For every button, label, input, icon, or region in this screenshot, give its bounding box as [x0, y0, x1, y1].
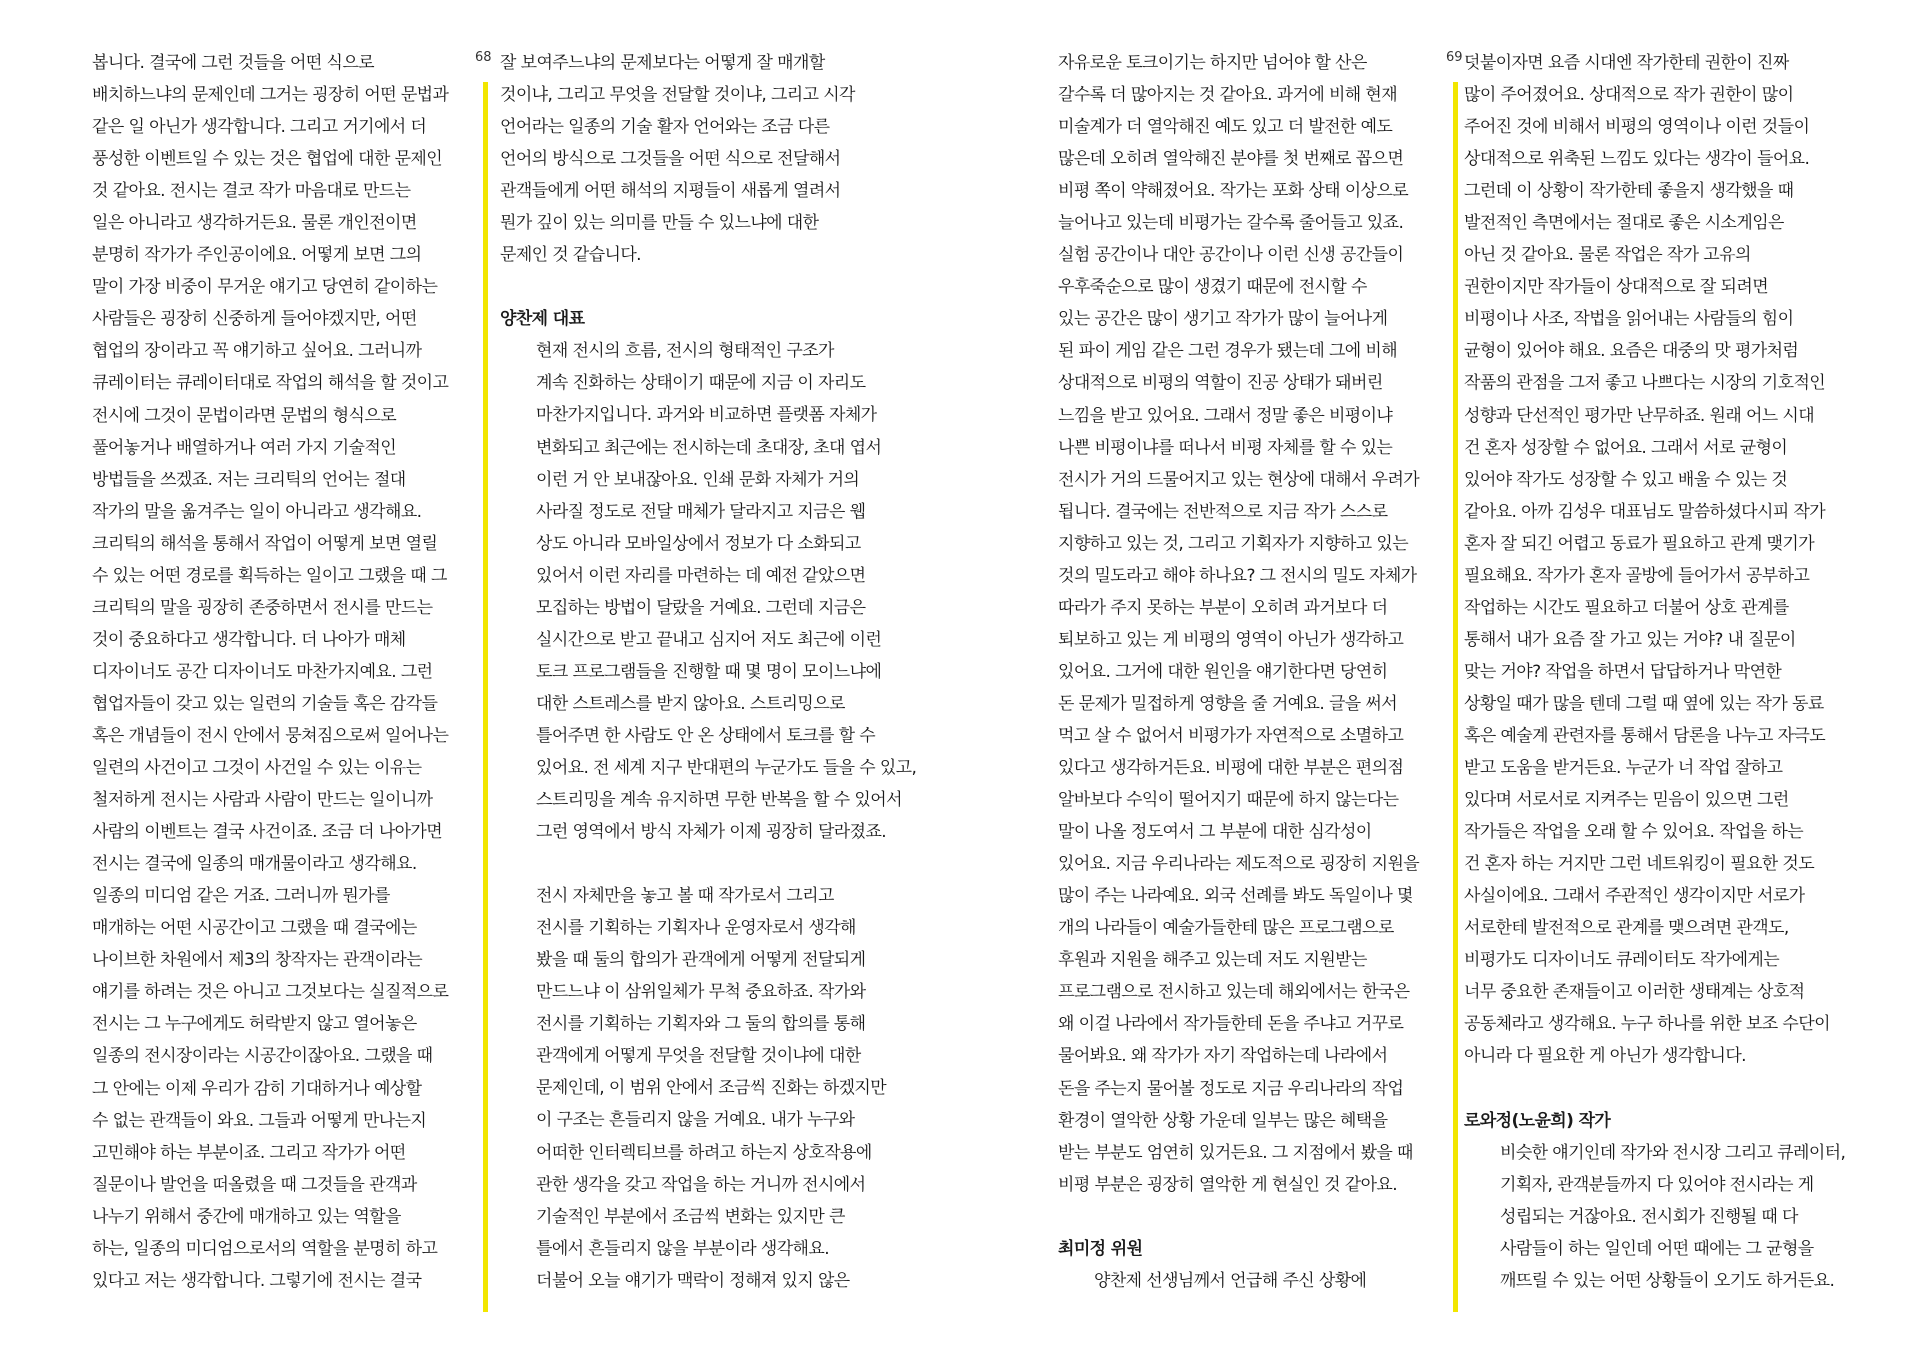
text-line: 먹고 살 수 없어서 비평가가 자연적으로 소멸하고: [1058, 725, 1404, 746]
text-line: 있는 공간은 많이 생기고 작가가 많이 늘어나게: [1058, 309, 1388, 330]
text-line: 고민해야 하는 부분이죠. 그리고 작가가 어떤: [92, 1142, 406, 1163]
text-line: 전시를 기획하는 기획자와 그 둘의 합의를 통해: [536, 1014, 866, 1035]
text-line: 관한 생각을 갖고 작업을 하는 거니까 전시에서: [536, 1174, 866, 1195]
text-line: 있다며 서로서로 지켜주는 믿음이 있으면 그런: [1464, 790, 1789, 811]
text-line: 전시가 거의 드물어지고 있는 현상에 대해서 우려가: [1058, 469, 1420, 490]
text-line: 프로그램으로 전시하고 있는데 해외에서는 한국은: [1058, 982, 1410, 1003]
text-line: 기획자, 관객분들까지 다 있어야 전시라는 게: [1500, 1174, 1814, 1195]
text-line: 기술적인 부분에서 조금씩 변화는 있지만 큰: [536, 1206, 845, 1227]
text-line: 전시는 결국에 일종의 매개물이라고 생각해요.: [92, 854, 417, 875]
text-line: 철저하게 전시는 사람과 사람이 만드는 일이니까: [92, 790, 433, 811]
text-line: 있어요. 지금 우리나라는 제도적으로 굉장히 지원을: [1058, 854, 1420, 875]
text-line: 있어야 작가도 성장할 수 있고 배울 수 있는 것: [1464, 469, 1788, 490]
text-line: 문제인 것 같습니다.: [500, 245, 641, 266]
text-column-1: [92, 47, 448, 1297]
text-line: 봤을 때 둘의 합의가 관객에게 어떻게 전달되게: [536, 950, 866, 971]
text-line: 계속 진화하는 상태이기 때문에 지금 이 자리도: [536, 373, 866, 394]
text-line: 있다고 생각하거든요. 비평에 대한 부분은 편의점: [1058, 758, 1404, 779]
text-line: 일종의 미디엄 같은 거죠. 그러니까 뭔가를: [92, 886, 390, 907]
text-line: 실시간으로 받고 끝내고 심지어 저도 최근에 이런: [536, 629, 882, 650]
text-line: 크리틱의 해석을 통해서 작업이 어떻게 보면 열릴: [92, 533, 438, 554]
text-line: 건 혼자 성장할 수 없어요. 그래서 서로 균형이: [1464, 437, 1788, 458]
text-line: 풍성한 이벤트일 수 있는 것은 협업에 대한 문제인: [92, 149, 443, 170]
text-line: 작업하는 시간도 필요하고 더불어 상호 관계를: [1464, 597, 1789, 618]
text-line: 덧붙이자면 요즘 시대엔 작가한테 권한이 진짜: [1464, 53, 1789, 73]
text-line: 상대적으로 비평의 역할이 진공 상태가 돼버린: [1058, 373, 1383, 394]
text-line: 건 혼자 하는 거지만 그런 네트워킹이 필요한 것도: [1464, 854, 1815, 875]
text-line: 더불어 오늘 얘기가 맥락이 정해져 있지 않은: [536, 1270, 850, 1291]
text-line: 수 없는 관객들이 와요. 그들과 어떻게 만나는지: [92, 1110, 427, 1131]
text-line: 느낌을 받고 있어요. 그래서 정말 좋은 비평이냐: [1058, 405, 1393, 426]
text-line: 질문이나 발언을 떠올렸을 때 그것들을 관객과: [92, 1174, 417, 1195]
yellow-margin-rule-left: [483, 82, 488, 1312]
text-line: 된 파이 게임 같은 그런 경우가 됐는데 그에 비해: [1058, 341, 1398, 362]
paragraph-block: [1464, 1137, 1845, 1297]
text-line: 나누기 위해서 중간에 매개하고 있는 역할을: [92, 1206, 401, 1227]
text-line: 있어요. 그거에 대한 원인을 얘기한다면 당연히: [1058, 661, 1388, 682]
text-line: 매개하는 어떤 시공간이고 그랬을 때 결국에는: [92, 918, 417, 939]
text-line: 그런데 이 상황이 작가한테 좋을지 생각했을 때: [1464, 181, 1794, 202]
text-line: 많이 주어졌어요. 상대적으로 작가 권한이 많이: [1464, 85, 1794, 106]
text-line: 얘기를 하려는 것은 아니고 그것보다는 실질적으로: [92, 982, 449, 1003]
text-line: 것이냐, 그리고 무엇을 전달할 것이냐, 그리고 시각: [500, 85, 855, 106]
text-line: 것의 밀도라고 해야 하나요? 그 전시의 밀도 자체가: [1058, 565, 1417, 586]
text-line: 받는 부분도 엄연히 있거든요. 그 지점에서 봤을 때: [1058, 1142, 1413, 1163]
text-line: 혹은 예술계 관련자를 통해서 담론을 나누고 자극도: [1464, 725, 1826, 746]
text-line: 작가의 말을 옮겨주는 일이 아니라고 생각해요.: [92, 501, 422, 522]
text-line: 늘어나고 있는데 비평가는 갈수록 줄어들고 있죠.: [1058, 213, 1404, 234]
text-line: 변화되고 최근에는 전시하는데 초대장, 초대 엽서: [536, 437, 882, 458]
speaker-name: 로와정(노윤희) 작가: [1464, 1110, 1611, 1131]
text-line: 같아요. 아까 김성우 대표님도 말씀하셨다시피 작가: [1464, 501, 1826, 522]
text-line: 틀에서 흔들리지 않을 부분이라 생각해요.: [536, 1238, 829, 1259]
text-line: 사람들이 하는 일인데 어떤 때에는 그 균형을: [1500, 1238, 1814, 1259]
text-line: 성립되는 거잖아요. 전시회가 진행될 때 다: [1500, 1206, 1798, 1227]
text-line: 나쁜 비평이냐를 떠나서 비평 자체를 할 수 있는: [1058, 437, 1393, 458]
text-line: 일은 아니라고 생각하거든요. 물론 개인전이면: [92, 213, 417, 234]
text-line: 따라가 주지 못하는 부분이 오히려 과거보다 더: [1058, 597, 1388, 618]
text-line: 실험 공간이나 대안 공간이나 이런 신생 공간들이: [1058, 245, 1404, 266]
text-line: 봅니다. 결국에 그런 것들을 어떤 식으로: [92, 53, 374, 73]
text-line: 그 안에는 이제 우리가 감히 기대하거나 예상할: [92, 1078, 422, 1099]
text-line: 큐레이터는 큐레이터대로 작업의 해석을 할 것이고: [92, 373, 449, 394]
text-line: 현재 전시의 흐름, 전시의 형태적인 구조가: [536, 341, 834, 362]
text-line: 비평이나 사조, 작법을 읽어내는 사람들의 힘이: [1464, 309, 1794, 330]
text-line: 협업의 장이라고 꼭 얘기하고 싶어요. 그러니까: [92, 341, 422, 362]
text-line: 상도 아니라 모바일상에서 정보가 다 소화되고: [536, 533, 861, 554]
text-line: 크리틱의 말을 굉장히 존중하면서 전시를 만드는: [92, 597, 433, 618]
text-line: 많이 주는 나라예요. 외국 선례를 봐도 독일이나 몇: [1058, 886, 1413, 907]
text-line: 맞는 거야? 작업을 하면서 답답하거나 막연한: [1464, 661, 1782, 682]
text-line: 마찬가지입니다. 과거와 비교하면 플랫폼 자체가: [536, 405, 877, 426]
text-line: 작가들은 작업을 오래 할 수 있어요. 작업을 하는: [1464, 822, 1804, 843]
text-line: 아닌 것 같아요. 물론 작업은 작가 고유의: [1464, 245, 1751, 266]
text-line: 깨뜨릴 수 있는 어떤 상황들이 오기도 하거든요.: [1500, 1270, 1835, 1291]
text-line: 스트리밍을 계속 유지하면 무한 반복을 할 수 있어서: [536, 790, 902, 811]
text-line: 같은 일 아닌가 생각합니다. 그리고 거기에서 더: [92, 117, 427, 138]
text-line: 알바보다 수익이 떨어지기 때문에 하지 않는다는: [1058, 790, 1399, 811]
text-line: 토크 프로그램들을 진행할 때 몇 명이 모이느냐에: [536, 661, 882, 682]
text-line: 언어의 방식으로 그것들을 어떤 식으로 전달해서: [500, 149, 841, 170]
text-line: 전시에 그것이 문법이라면 문법의 형식으로: [92, 405, 397, 426]
text-line: 상황일 때가 많을 텐데 그럴 때 옆에 있는 작가 동료: [1464, 693, 1824, 714]
paragraph-block: [500, 47, 916, 271]
text-line: 비평 부분은 굉장히 열악한 게 현실인 것 같아요.: [1058, 1174, 1398, 1195]
text-column-2: [500, 47, 916, 1297]
text-line: 있어요. 전 세계 지구 반대편의 누군가도 들을 수 있고,: [536, 757, 917, 778]
text-line: 우후죽순으로 많이 생겼기 때문에 전시할 수: [1058, 277, 1367, 298]
text-line: 어떠한 인터렉티브를 하려고 하는지 상호작용에: [536, 1142, 872, 1163]
text-line: 돈 문제가 밀접하게 영향을 줄 거예요. 글을 써서: [1058, 693, 1398, 714]
text-line: 풀어놓거나 배열하거나 여러 가지 기술적인: [92, 437, 397, 458]
text-line: 성향과 단선적인 평가만 난무하죠. 원래 어느 시대: [1464, 405, 1815, 426]
text-line: 방법들을 쓰겠죠. 저는 크리틱의 언어는 절대: [92, 469, 406, 490]
text-line: 수 있는 어떤 경로를 획득하는 일이고 그랬을 때 그: [92, 565, 447, 586]
text-line: 분명히 작가가 주인공이에요. 어떻게 보면 그의: [92, 245, 422, 266]
text-line: 왜 이걸 나라에서 작가들한테 돈을 주냐고 거꾸로: [1058, 1014, 1404, 1035]
text-line: 상대적으로 위축된 느낌도 있다는 생각이 들어요.: [1464, 149, 1810, 170]
text-line: 일종의 전시장이라는 시공간이잖아요. 그랬을 때: [92, 1046, 433, 1067]
text-line: 아니라 다 필요한 게 아닌가 생각합니다.: [1464, 1046, 1746, 1067]
text-line: 틀어주면 한 사람도 안 온 상태에서 토크를 할 수: [536, 725, 876, 746]
text-line: 양찬제 선생님께서 언급해 주신 상황에: [1094, 1270, 1367, 1291]
text-column-3: [1058, 47, 1419, 1297]
text-line: 너무 중요한 존재들이고 이러한 생태계는 상호적: [1464, 982, 1805, 1003]
text-line: 말이 가장 비중이 무거운 얘기고 당연히 같이하는: [92, 277, 438, 298]
text-line: 많은데 오히려 열악해진 분야를 첫 번째로 꼽으면: [1058, 149, 1404, 170]
text-line: 환경이 열악한 상황 가운데 일부는 많은 혜택을: [1058, 1110, 1388, 1131]
page-number-left: 68: [475, 50, 492, 65]
text-line: 주어진 것에 비해서 비평의 영역이나 이런 것들이: [1464, 117, 1810, 138]
text-line: 서로한테 발전적으로 관계를 맺으려면 관객도,: [1464, 918, 1789, 939]
text-line: 비평 쪽이 약해졌어요. 작가는 포화 상태 이상으로: [1058, 181, 1409, 202]
text-line: 퇴보하고 있는 게 비평의 영역이 아닌가 생각하고: [1058, 629, 1404, 650]
text-column-4: [1464, 47, 1845, 1297]
text-line: 잘 보여주느냐의 문제보다는 어떻게 잘 매개할: [500, 53, 825, 73]
text-line: 협업자들이 갖고 있는 일련의 기술들 혹은 감각들: [92, 693, 438, 714]
text-line: 사람들은 굉장히 신중하게 들어야겠지만, 어떤: [92, 309, 417, 330]
text-line: 전시를 기획하는 기획자나 운영자로서 생각해: [536, 918, 856, 939]
text-line: 발전적인 측면에서는 절대로 좋은 시소게임은: [1464, 213, 1784, 234]
text-line: 이런 거 안 보내잖아요. 인쇄 문화 자체가 거의: [536, 469, 860, 490]
speaker-name: 양찬제 대표: [500, 309, 585, 330]
text-line: 관객들에게 어떤 해석의 지평들이 새롭게 열려서: [500, 181, 841, 202]
text-line: 만드느냐 이 삼위일체가 무척 중요하죠. 작가와: [536, 982, 866, 1003]
speaker-name: 최미정 위원: [1058, 1238, 1143, 1259]
text-line: 비평가도 디자이너도 큐레이터도 작가에게는: [1464, 950, 1780, 971]
text-line: 권한이지만 작가들이 상대적으로 잘 되려면: [1464, 277, 1769, 298]
text-line: 지향하고 있는 것, 그리고 기획자가 지향하고 있는: [1058, 533, 1409, 554]
paragraph-block: [500, 335, 916, 848]
text-line: 전시 자체만을 놓고 볼 때 작가로서 그리고: [536, 886, 834, 907]
text-line: 있다고 저는 생각합니다. 그렇기에 전시는 결국: [92, 1270, 422, 1291]
text-line: 뭔가 깊이 있는 의미를 만들 수 있느냐에 대한: [500, 213, 819, 234]
text-line: 물어봐요. 왜 작가가 자기 작업하는데 나라에서: [1058, 1046, 1388, 1067]
text-line: 균형이 있어야 해요. 요즘은 대중의 맛 평가처럼: [1464, 341, 1799, 362]
paragraph-block: [500, 880, 916, 1297]
paragraph-block: [92, 47, 448, 1297]
text-line: 나이브한 차원에서 제3의 창작자는 관객이라는: [92, 950, 423, 971]
text-line: 언어라는 일종의 기술 활자 언어와는 조금 다른: [500, 117, 830, 138]
text-line: 하는, 일종의 미디엄으로서의 역할을 분명히 하고: [92, 1238, 438, 1259]
text-line: 통해서 내가 요즘 잘 가고 있는 거야? 내 질문이: [1464, 629, 1796, 650]
text-line: 개의 나라들이 예술가들한테 많은 프로그램으로: [1058, 918, 1394, 939]
text-line: 혹은 개념들이 전시 안에서 뭉쳐짐으로써 일어나는: [92, 725, 449, 746]
yellow-margin-rule-right: [1453, 82, 1458, 1312]
text-line: 관객에게 어떻게 무엇을 전달할 것이냐에 대한: [536, 1046, 861, 1067]
text-line: 그런 영역에서 방식 자체가 이제 굉장히 달라졌죠.: [536, 822, 887, 843]
paragraph-block: [1058, 1265, 1419, 1297]
text-line: 디자이너도 공간 디자이너도 마찬가지예요. 그런: [92, 661, 433, 682]
text-line: 혼자 잘 되긴 어렵고 동료가 필요하고 관계 맺기가: [1464, 533, 1815, 554]
text-line: 사람의 이벤트는 결국 사건이죠. 조금 더 나아가면: [92, 822, 443, 843]
page-number-right: 69: [1446, 50, 1463, 65]
text-line: 이 구조는 흔들리지 않을 거예요. 내가 누구와: [536, 1110, 855, 1131]
text-line: 대한 스트레스를 받지 않아요. 스트리밍으로: [536, 693, 845, 714]
text-line: 것이 중요하다고 생각합니다. 더 나아가 매체: [92, 629, 406, 650]
text-line: 미술계가 더 열악해진 예도 있고 더 발전한 예도: [1058, 117, 1393, 138]
text-line: 전시는 그 누구에게도 허락받지 않고 열어놓은: [92, 1014, 417, 1035]
text-line: 문제인데, 이 범위 안에서 조금씩 진화는 하겠지만: [536, 1078, 887, 1099]
text-line: 말이 나올 정도여서 그 부분에 대한 심각성이: [1058, 822, 1372, 843]
text-line: 있어서 이런 자리를 마련하는 데 예전 같았으면: [536, 565, 866, 586]
paragraph-block: [1058, 47, 1419, 1201]
text-line: 됩니다. 결국에는 전반적으로 지금 작가 스스로: [1058, 501, 1388, 522]
text-line: 일련의 사건이고 그것이 사건일 수 있는 이유는: [92, 758, 422, 779]
text-line: 사실이에요. 그래서 주관적인 생각이지만 서로가: [1464, 886, 1805, 907]
text-line: 공동체라고 생각해요. 누구 하나를 위한 보조 수단이: [1464, 1014, 1830, 1035]
paragraph-block: [1464, 47, 1845, 1073]
text-line: 필요해요. 작가가 혼자 골방에 들어가서 공부하고: [1464, 565, 1810, 586]
text-line: 배치하느냐의 문제인데 그거는 굉장히 어떤 문법과: [92, 85, 449, 106]
text-line: 돈을 주는지 물어볼 정도로 지금 우리나라의 작업: [1058, 1078, 1404, 1099]
text-line: 받고 도움을 받거든요. 누군가 너 작업 잘하고: [1464, 758, 1783, 779]
text-line: 작품의 관점을 그저 좋고 나쁘다는 시장의 기호적인: [1464, 373, 1826, 394]
text-line: 갈수록 더 많아지는 것 같아요. 과거에 비해 현재: [1058, 85, 1398, 106]
text-line: 것 같아요. 전시는 결코 작가 마음대로 만드는: [92, 181, 411, 202]
text-line: 사라질 정도로 전달 매체가 달라지고 지금은 웹: [536, 501, 866, 522]
text-line: 후원과 지원을 해주고 있는데 저도 지원받는: [1058, 950, 1367, 971]
text-line: 모집하는 방법이 달랐을 거예요. 그런데 지금은: [536, 597, 866, 618]
text-line: 자유로운 토크이기는 하지만 넘어야 할 산은: [1058, 53, 1367, 73]
text-line: 비슷한 얘기인데 작가와 전시장 그리고 큐레이터,: [1500, 1142, 1846, 1163]
